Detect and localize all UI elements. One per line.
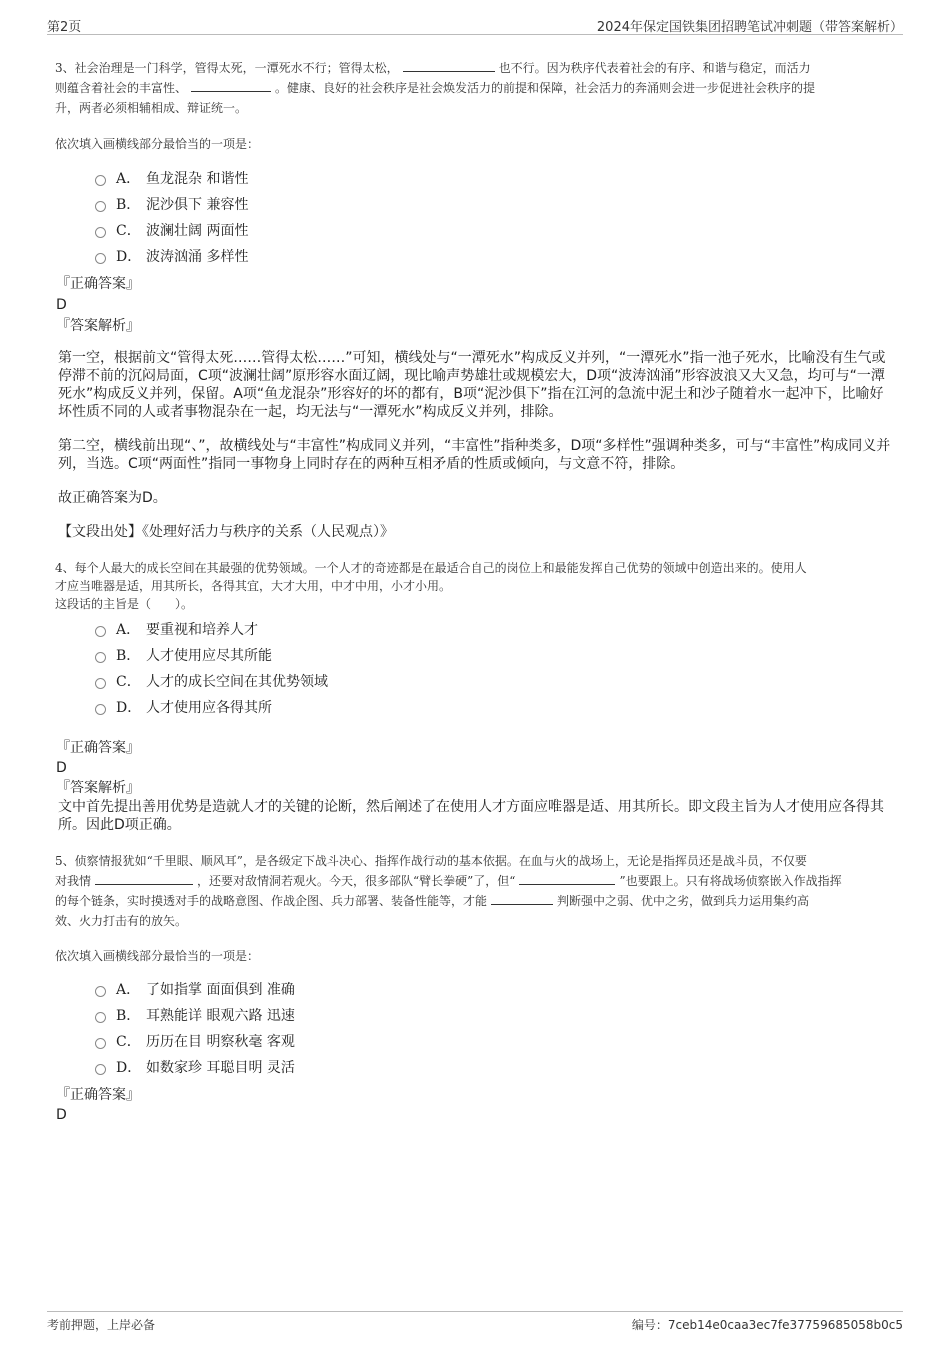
page-number: 第2页 <box>47 20 82 35</box>
radio-icon[interactable] <box>95 253 106 264</box>
q5-option-b[interactable]: B． 耳熟能详 眼观六路 迅速 <box>95 1003 295 1029</box>
q3-option-b[interactable]: B． 泥沙俱下 兼容性 <box>95 192 248 218</box>
radio-icon[interactable] <box>95 227 106 238</box>
q5-option-a[interactable]: A． 了如指掌 面面俱到 准确 <box>95 977 295 1003</box>
q5-text-a: 5、侦察情报犹如“千里眼、顺风耳”，是各级定下战斗决心、指挥作战行动的基本依据。在血与火的战场上，无论是指挥员还是战斗员，不仅要 <box>55 854 807 868</box>
q5-prompt: 依次填入画横线部分最恰当的一项是： <box>55 949 260 963</box>
q5-text-d: 效、火力打击有的放矢。 <box>55 914 188 928</box>
q4-answer-block <box>56 738 140 798</box>
radio-icon[interactable] <box>95 678 106 689</box>
footer-slogan: 考前押题，上岸必备 <box>47 1318 156 1332</box>
radio-icon[interactable] <box>95 652 106 663</box>
radio-icon[interactable] <box>95 704 106 715</box>
radio-icon[interactable] <box>95 201 106 212</box>
q5-options <box>95 977 295 1081</box>
q5-option-c[interactable]: C． 历历在目 明察秋毫 客观 <box>95 1029 295 1055</box>
page-header <box>47 14 903 35</box>
document-id: 编号：7ceb14e0caa3ec7fe37759685058b0c5 <box>631 1318 903 1332</box>
blank-2 <box>519 872 615 885</box>
q4-answer: D <box>56 760 67 776</box>
q3-answer-block <box>56 274 140 336</box>
q3-text-e: 升，两者必须相辅相成、辩证统一。 <box>55 101 248 115</box>
q3-analysis-2: 第二空，横线前出现“、”，故横线处与“丰富性”构成同义并列，“丰富性”指种类多，D项“多样性”强调种类多，可与“丰富性”构成同义并列，当选。C项“两面性”指同一事物身上同时存在的两种互相矛盾的性质或倾向，与文意不符，排除。 <box>58 438 891 472</box>
q3-option-c[interactable]: C． 波澜壮阔 两面性 <box>95 218 248 244</box>
q4-analysis: 文中首先提出善用优势是造就人才的关键的论断，然后阐述了在使用人才方面应唯器是适、用其所长。即文段主旨为人才使用应各得其所。因此D项正确。 <box>58 799 884 833</box>
q3-option-a[interactable]: A． 鱼龙混杂 和谐性 <box>95 166 248 192</box>
radio-icon[interactable] <box>95 175 106 186</box>
q5-option-d[interactable]: D． 如数家珍 耳聪目明 灵活 <box>95 1055 295 1081</box>
q4-answer-heading: 『正确答案』 <box>56 740 140 756</box>
question-5-stem: 5、侦察情报犹如“千里眼、顺风耳”，是各级定下战斗决心、指挥作战行动的基本依据。在血与火的战场上，无论是指挥员还是战斗员，不仅要 对我情 ，还要对敌情洞若观火。今天，很多部队“臂长拳硬”了，但“ ”也要跟上。只有将战场侦察嵌入作战指挥 的每个链条，实时摸透对手的战略意图、作战企图、兵力部署、装备性能等，才能 判断强中之弱、优中之劣，做到兵力运用集约高 效、火力打击有的放矢。 <box>55 851 895 931</box>
question-3-stem <box>55 58 895 118</box>
q3-text-b: 也不行。因为秩序代表着社会的有序、和谐与稳定，而活力 <box>498 61 811 75</box>
q4-option-c[interactable]: C． 人才的成长空间在其优势领域 <box>95 669 328 695</box>
q4-option-a[interactable]: A． 要重视和培养人才 <box>95 617 328 643</box>
q3-options <box>95 166 248 270</box>
q4-option-d[interactable]: D． 人才使用应各得其所 <box>95 695 328 721</box>
blank-1 <box>403 59 495 72</box>
blank-2 <box>191 79 271 92</box>
q3-source: 【文段出处】《处理好活力与秩序的关系（人民观点）》 <box>58 524 394 540</box>
radio-icon[interactable] <box>95 1012 106 1023</box>
q3-text-d: 。健康、良好的社会秩序是社会焕发活力的前提和保障，社会活力的奔涌则会进一步促进社会秩序的提 <box>275 81 816 95</box>
document-title: 2024年保定国铁集团招聘笔试冲刺题（带答案解析） <box>596 20 903 35</box>
q4-option-b[interactable]: B． 人才使用应尽其所能 <box>95 643 328 669</box>
q3-option-d[interactable]: D． 波涛汹涌 多样性 <box>95 244 248 270</box>
q3-analysis-1: 第一空，根据前文“管得太死……管得太松……”可知，横线处与“一潭死水”构成反义并列，“一潭死水”指一池子死水，比喻没有生气或停滞不前的沉闷局面，C项“波澜壮阔”原形容水面辽阔，现比喻声势雄壮或规模宏大，D项“波涛汹涌”形容波浪又大又急，均可与“一潭死水”构成反义并列，保留。A项“鱼龙混杂”形容好的坏的都有，B项“泥沙俱下”指在江河的急流中泥土和沙子随着水一起冲下，比喻好坏性质不同的人或者事物混杂在一起，均无法与“一潭死水”构成反义并列，排除。 <box>58 350 886 420</box>
q4-options <box>95 617 328 721</box>
radio-icon[interactable] <box>95 986 106 997</box>
radio-icon[interactable] <box>95 626 106 637</box>
radio-icon[interactable] <box>95 1064 106 1075</box>
q3-analysis-heading: 『答案解析』 <box>56 318 140 334</box>
q5-answer: D <box>56 1107 67 1123</box>
q3-analysis-3: 故正确答案为D。 <box>58 490 167 506</box>
q4-text-b: 才应当唯器是适，用其所长，各得其宜，大才大用，中才中用，小才小用。 <box>55 579 452 593</box>
q3-answer: D <box>56 297 67 313</box>
q4-prompt: 这段话的主旨是（ ）。 <box>55 597 194 611</box>
q3-prompt: 依次填入画横线部分最恰当的一项是： <box>55 137 260 151</box>
q3-answer-heading: 『正确答案』 <box>56 276 140 292</box>
page-footer <box>47 1311 903 1332</box>
blank-1 <box>95 872 193 885</box>
blank-3 <box>491 892 553 905</box>
question-4-stem <box>55 558 895 614</box>
q5-answer-heading: 『正确答案』 <box>56 1087 140 1103</box>
q3-text-c: 则蕴含着社会的丰富性、 <box>55 81 188 95</box>
q4-analysis-heading: 『答案解析』 <box>56 780 140 796</box>
q4-text-a: 4、每个人最大的成长空间在其最强的优势领域。一个人才的奇迹都是在最适合自己的岗位上和最能发挥自己优势的领域中创造出来的。使用人 <box>55 561 807 575</box>
q5-answer-block <box>56 1085 140 1125</box>
q3-text-a: 3、社会治理是一门科学，管得太死，一潭死水不行；管得太松， <box>55 61 399 75</box>
radio-icon[interactable] <box>95 1038 106 1049</box>
